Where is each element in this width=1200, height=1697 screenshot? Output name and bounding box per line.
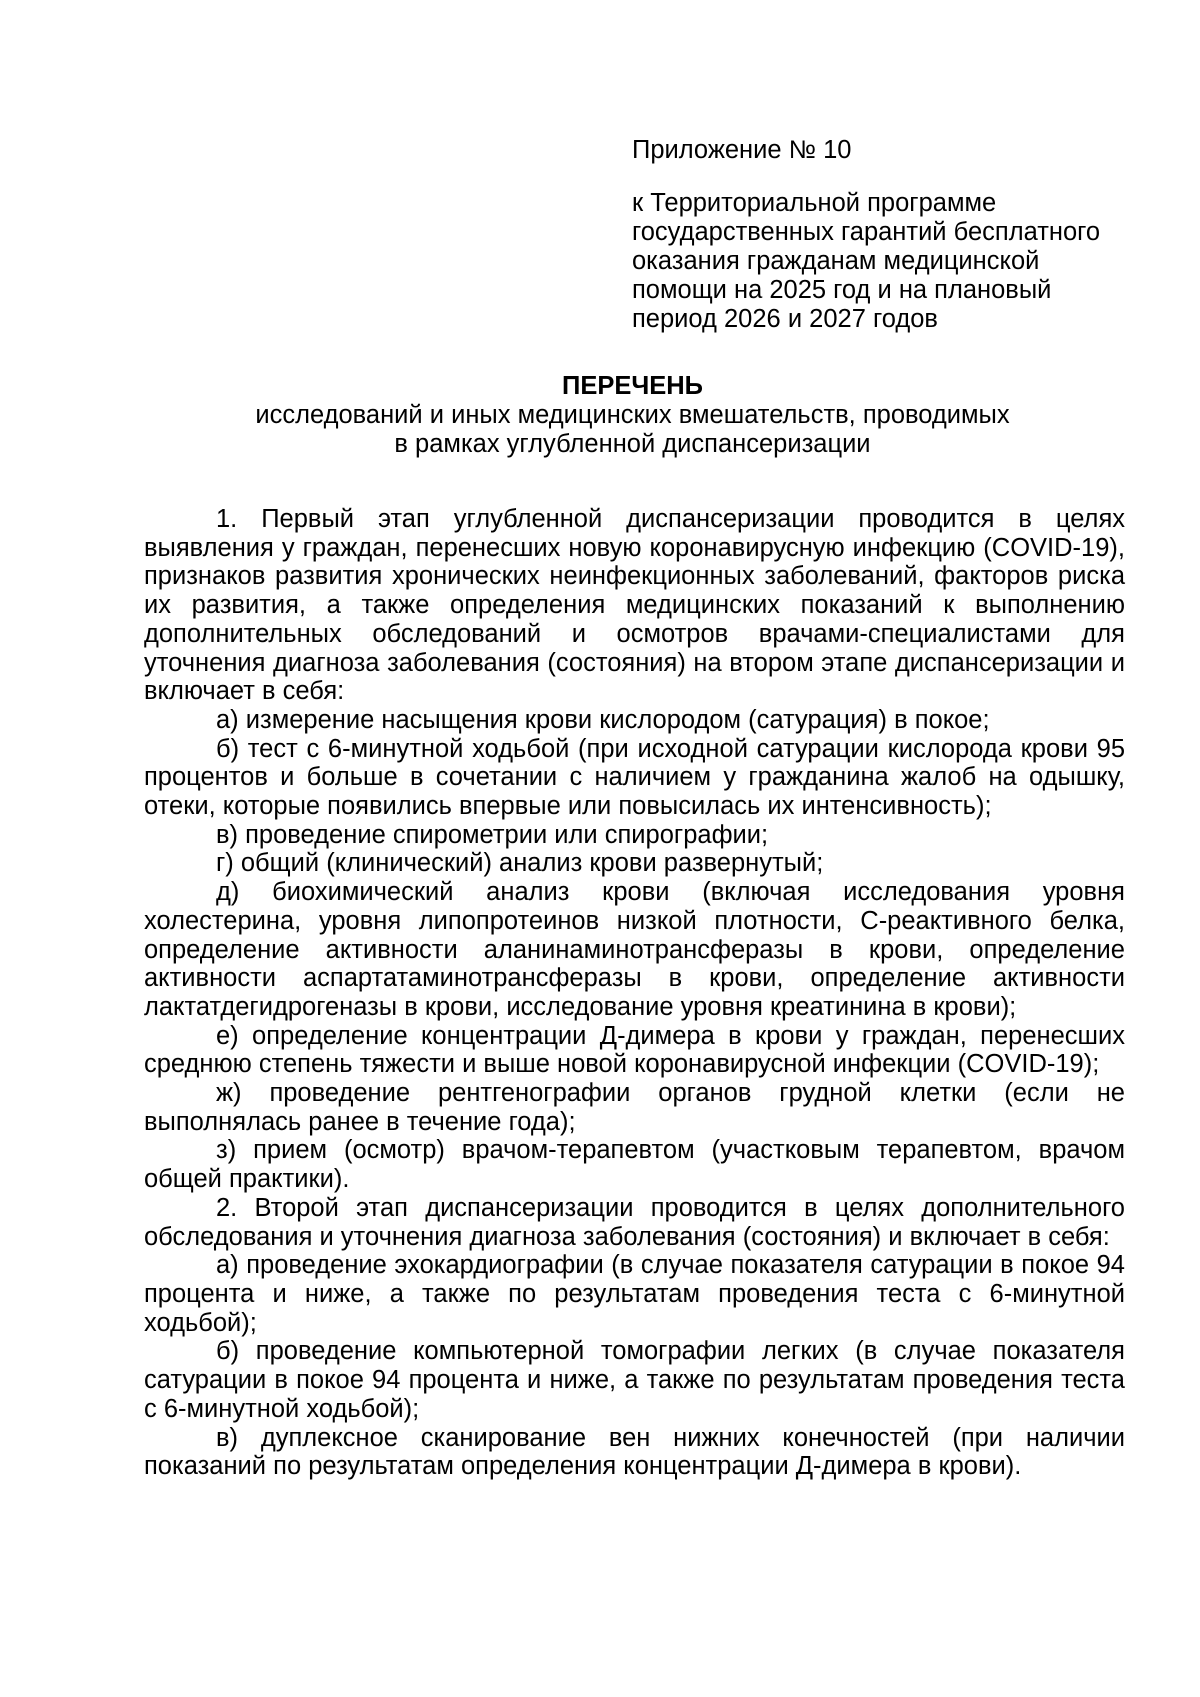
- list-item-stage-1-g: г) общий (клинический) анализ крови развернутый;: [216, 849, 824, 878]
- list-item-stage-1-z: з) прием (осмотр) врачом-терапевтом (участковым терапевтом, врачом общей практики).: [144, 1136, 1125, 1194]
- list-item-stage-1-zh: ж) проведение рентгенографии органов грудной клетки (если не выполнялась ранее в течение года);: [144, 1079, 1125, 1136]
- list-item-stage-1-d: д) биохимический анализ крови (включая исследования уровня холестерина, уровня липопротеинов низкой плотности, С-реактивного белка, определение активности аланинаминотрансферазы в крови, определение активности аспартатаминотрансферазы в крови, определение активности лактатдегидрогеназы в крови, исследование уровня креатинина в крови);: [144, 878, 1125, 1021]
- document-title-block: [140, 372, 1125, 459]
- document-body: [144, 505, 1125, 1481]
- list-item-stage-1-e: е) определение концентрации Д-димера в крови у граждан, перенесших среднюю степень тяжести и выше новой коронавирусной инфекции (COVID-19);: [144, 1021, 1125, 1079]
- paragraph-stage-2-intro: 2. Второй этап диспансеризации проводится в целях дополнительного обследования и уточнения диагноза заболевания (состояния) и включает в себя:: [144, 1193, 1125, 1251]
- appendix-reference: к Территориальной программе государственных гарантий бесплатного оказания гражданам медицинской помощи на 2025 год и на плановый период 2026 и 2027 годов: [632, 189, 1101, 333]
- list-item-stage-1-v: в) проведение спирометрии или спирографии;: [216, 820, 769, 849]
- document-subtitle-line-1: исследований и иных медицинских вмешательств, проводимых: [255, 401, 1010, 429]
- appendix-number: Приложение № 10: [632, 136, 852, 164]
- list-item-stage-1-a: а) измерение насыщения крови кислородом (сатурация) в покое;: [216, 705, 990, 734]
- list-item-stage-2-a: а) проведение эхокардиографии (в случае показателя сатурации в покое 94 процента и ниже, а также по результатам проведения теста с 6-минутной ходьбой);: [144, 1251, 1125, 1337]
- paragraph-stage-1-intro: 1. Первый этап углубленной диспансеризации проводится в целях выявления у граждан, перенесших новую коронавирусную инфекцию (COVID-19), признаков развития хронических неинфекционных заболеваний, факторов риска их развития, а также определения медицинских показаний к выполнению дополнительных обследований и осмотров врачами-специалистами для уточнения диагноза заболевания (состояния) на втором этапе диспансеризации и включает в себя:: [144, 505, 1125, 706]
- document-subtitle-line-2: в рамках углубленной диспансеризации: [394, 430, 871, 458]
- list-item-stage-1-b: б) тест с 6-минутной ходьбой (при исходной сатурации кислорода крови 95 процентов и больше в сочетании с наличием у гражданина жалоб на одышку, отеки, которые появились впервые или повысилась их интенсивность);: [144, 734, 1125, 821]
- list-item-stage-2-v: в) дуплексное сканирование вен нижних конечностей (при наличии показаний по результатам определения концентрации Д-димера в крови).: [144, 1423, 1125, 1481]
- list-item-stage-2-b: б) проведение компьютерной томографии легких (в случае показателя сатурации в покое 94 процента и ниже, а также по результатам проведения теста с 6-минутной ходьбой);: [144, 1337, 1125, 1423]
- document-title: ПЕРЕЧЕНЬ: [561, 372, 704, 400]
- appendix-block: [632, 136, 1132, 334]
